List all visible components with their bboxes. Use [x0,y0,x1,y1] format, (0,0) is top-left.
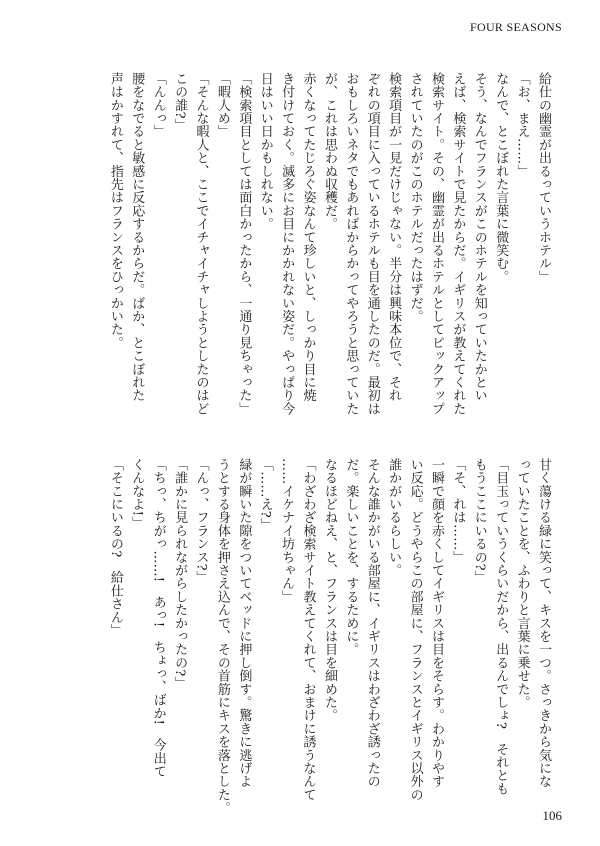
text-line: 「ちっ、ちがっ……! あっ! ちょっ、ばか! 今出て [150,458,166,778]
text-line: 「んんっ」 [150,72,166,138]
text-line: うとする身体を押さえ込んで、その首筋にキスを落とした。 [214,458,230,815]
running-header: FOUR SEASONS [470,20,562,34]
text-line: 誰かがいるらしい。 [386,458,402,577]
text-line: 「そ、れは……」 [450,458,466,564]
text-line: 「誰かに見られながらしたかったの?」 [172,458,188,690]
text-line: 「暇人め」 [214,72,230,138]
text-line: 検索項目が一見だけじゃない。半分は興味本位で、それ [386,72,402,402]
text-line: えば、検索サイトで見たからだ。イギリスが教えてくれた [450,72,466,416]
text-line: なるほどねえ、と、フランスは目を細めた。 [321,458,337,722]
text-line: ぞれの項目に入っているホテルも目を通したのだ。最初は [364,72,380,416]
text-line: 「そんな暇人と、ここでイチャイチャしようとしたのはど [193,72,209,416]
text-line: 緑が瞬いた隙をついてベッドに押し倒す。驚きに逃げよ [236,458,252,788]
upper-text-block [54,72,554,416]
text-line: っていたことを、ふわりと言葉に乗せた。 [514,458,530,709]
text-line: 給仕の幽霊が出るっていうホテル」 [536,72,551,284]
text-line: 「んっ、フランス?」 [193,458,209,584]
text-line: 声はかすれて、指先はフランスをひっかいた。 [107,72,123,350]
text-line: 「目玉っていうくらいだから、出るんでしょ? それとも [493,458,509,796]
text-line: この誰?」 [172,72,188,132]
text-line: おもしろいネタでもあればからかってやろうと思っていた [343,72,359,416]
text-line: もうここにいるの?」 [471,458,487,584]
text-line: されていたのがこのホテルだったはずだ。 [407,72,423,323]
text-line: 「そこにいるの? 給仕さん」 [107,458,123,637]
text-line: い反応。どうやらこの部屋に、フランスとイギリス以外の [407,458,423,802]
text-line: ……イケナイ坊ちゃん」 [279,458,295,604]
text-line: 一瞬で顔を赤くしてイギリスは目をそらす。わかりやす [428,458,444,788]
text-line: 赤くなってたじろぐ姿なんて珍しいと、しっかり目に焼 [300,72,316,402]
text-line: 「お、まえ……」 [514,72,530,178]
text-line: そう、なんでフランスがこのホテルを知っていたかとい [471,72,487,402]
text-line: 「……え?」 [257,458,273,532]
text-line: 甘く蕩ける緑に笑って、キスを一つ。さっきから気にな [536,458,551,788]
text-line: き付けておく。滅多にお目にかかれない姿だ。やっぱり今 [279,72,295,416]
text-line: 「わざわざ検索サイト教えてくれて、おまけに誘うなんて [300,458,316,802]
text-line: 検索サイト。その、幽霊が出るホテルとしてピックアップ [428,72,444,416]
text-line: だ。楽しいことを、するために。 [343,458,359,656]
text-line: が、これは思わぬ収穫だ。 [321,72,337,231]
text-line: 「検索項目としては面白かったから、一通り見ちゃった」 [236,72,252,416]
text-line: 日はいい日かもしれない。 [257,72,273,231]
text-line: なんで、とこぼれた言葉に微笑む。 [493,72,509,284]
page-number: 106 [542,808,562,823]
text-line: 腰をなでると敏感に反応するからだ。ばか、とこぼれた [129,72,145,402]
text-line: そんな誰かがいる部屋に、イギリスはわざわざ誘ったの [364,458,380,788]
lower-text-block [54,458,554,815]
text-line: くんなよ!」 [129,458,145,530]
